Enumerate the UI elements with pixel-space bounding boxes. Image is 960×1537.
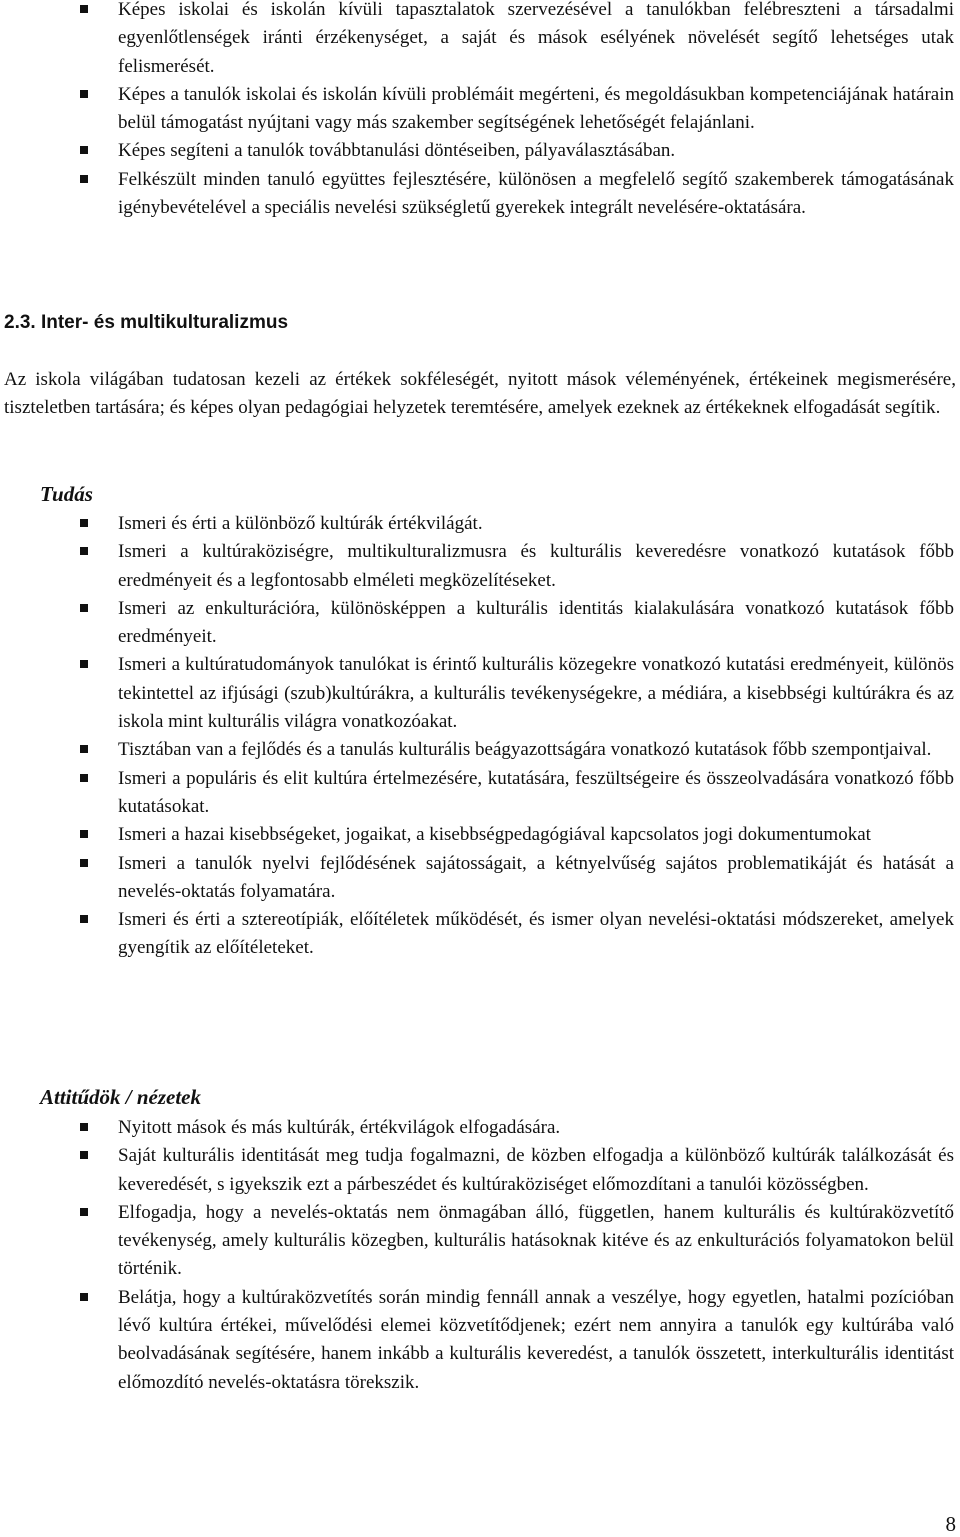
list-item: Felkészült minden tanuló együttes fejlesztésére, különösen a megfelelő segítő szakemberek támogatásának igénybevételével a speciális nevelési szükségletű gyerekek integrált nevelésére-oktatására. xyxy=(0,166,960,223)
list-item: Ismeri a kultúratudományok tanulókat is érintő kulturális közegekre vonatkozó kutatási eredményeit, különös tekintettel az ifjúsági (szub)kultúrákra, a kulturális tevékenységekre, a médiára, a kisebbségi kultúrákra és az iskola mint kulturális világra vonatkozóakat. xyxy=(0,651,960,736)
list-item: Képes a tanulók iskolai és iskolán kívüli problémáit megérteni, és megoldásukban kompetenciájának határain belül támogatást nyújtani vagy más szakember segítségének lehetőségét felajánlani. xyxy=(0,81,960,138)
top-bullet-list xyxy=(0,0,960,222)
list-item: Képes segíteni a tanulók továbbtanulási döntéseiben, pályaválasztásában. xyxy=(0,137,960,165)
list-item: Belátja, hogy a kultúraközvetítés során mindig fennáll annak a veszélye, hogy egyetlen, hatalmi pozícióban lévő kultúra értékei, művelődési elemei közvetítődjenek; ezért nem annyira a tanulók egy kultúrába való beolvadásának segítésére, hanem inkább a kulturális keveredést, a tanulók összetett, interkulturális identitást előmozdító nevelés-oktatásra törekszik. xyxy=(0,1284,960,1397)
list-item: Ismeri a populáris és elit kultúra értelmezésére, kutatására, feszültségeire és összeolvadására vonatkozó főbb kutatásokat. xyxy=(0,765,960,822)
list-item: Tisztában van a fejlődés és a tanulás kulturális beágyazottságára vonatkozó kutatások főbb szempontjaival. xyxy=(0,736,960,764)
list-item: Elfogadja, hogy a nevelés-oktatás nem önmagában álló, független, hanem kulturális és kultúraközvetítő tevékenység, amely kulturális közegben, kulturális hatásoknak kitéve és az enkulturációs folyamatokon belül történik. xyxy=(0,1199,960,1284)
attitudok-heading: Attitűdök / nézetek xyxy=(40,1085,202,1109)
list-item: Ismeri a kultúraköziségre, multikulturalizmusra és kulturális keveredésre vonatkozó kutatások főbb eredményeit és a legfontosabb elméleti megközelítéseket. xyxy=(0,538,960,595)
list-item: Saját kulturális identitását meg tudja fogalmazni, de közben elfogadja a különböző kultúrák találkozását és keveredését, s igyekszik ezt a párbeszédet és kultúraköziséget előmozdítani a tanulói közösségben. xyxy=(0,1142,960,1199)
list-item: Ismeri a hazai kisebbségeket, jogaikat, a kisebbségpedagógiával kapcsolatos jogi dokumentumokat xyxy=(0,821,960,849)
list-item: Ismeri és érti a különböző kultúrák értékvilágát. xyxy=(0,510,960,538)
list-item: Ismeri az enkulturációra, különösképpen a kulturális identitás kialakulására vonatkozó kutatások főbb eredményeit. xyxy=(0,595,960,652)
list-item: Képes iskolai és iskolán kívüli tapasztalatok szervezésével a tanulókban felébreszteni a társadalmi egyenlőtlenségek iránti érzékenységet, a saját és mások esélyének növelését segítő lehetséges utak felismerését. xyxy=(0,0,960,81)
tudas-heading: Tudás xyxy=(40,482,93,506)
page-number: 8 xyxy=(945,1512,956,1536)
list-item: Nyitott mások és más kultúrák, értékvilágok elfogadására. xyxy=(0,1114,960,1142)
list-item: Ismeri és érti a sztereotípiák, előítéletek működését, és ismer olyan nevelési-oktatási módszereket, amelyek gyengítik az előítéleteket. xyxy=(0,906,960,963)
attitudok-list xyxy=(0,1114,960,1397)
section-title: 2.3. Inter- és multikulturalizmus xyxy=(4,312,289,333)
tudas-list xyxy=(0,510,960,963)
list-item: Ismeri a tanulók nyelvi fejlődésének sajátosságait, a kétnyelvűség sajátos problematikáját és hatását a nevelés-oktatás folyamatára. xyxy=(0,850,960,907)
section-intro: Az iskola világában tudatosan kezeli az értékek sokféleségét, nyitott mások véleményének, értékeinek megismerésére, tiszteletben tartására; és képes olyan pedagógiai helyzetek teremtésére, amelyek ezeknek az értékeknek elfogadását segítik. xyxy=(4,369,956,419)
